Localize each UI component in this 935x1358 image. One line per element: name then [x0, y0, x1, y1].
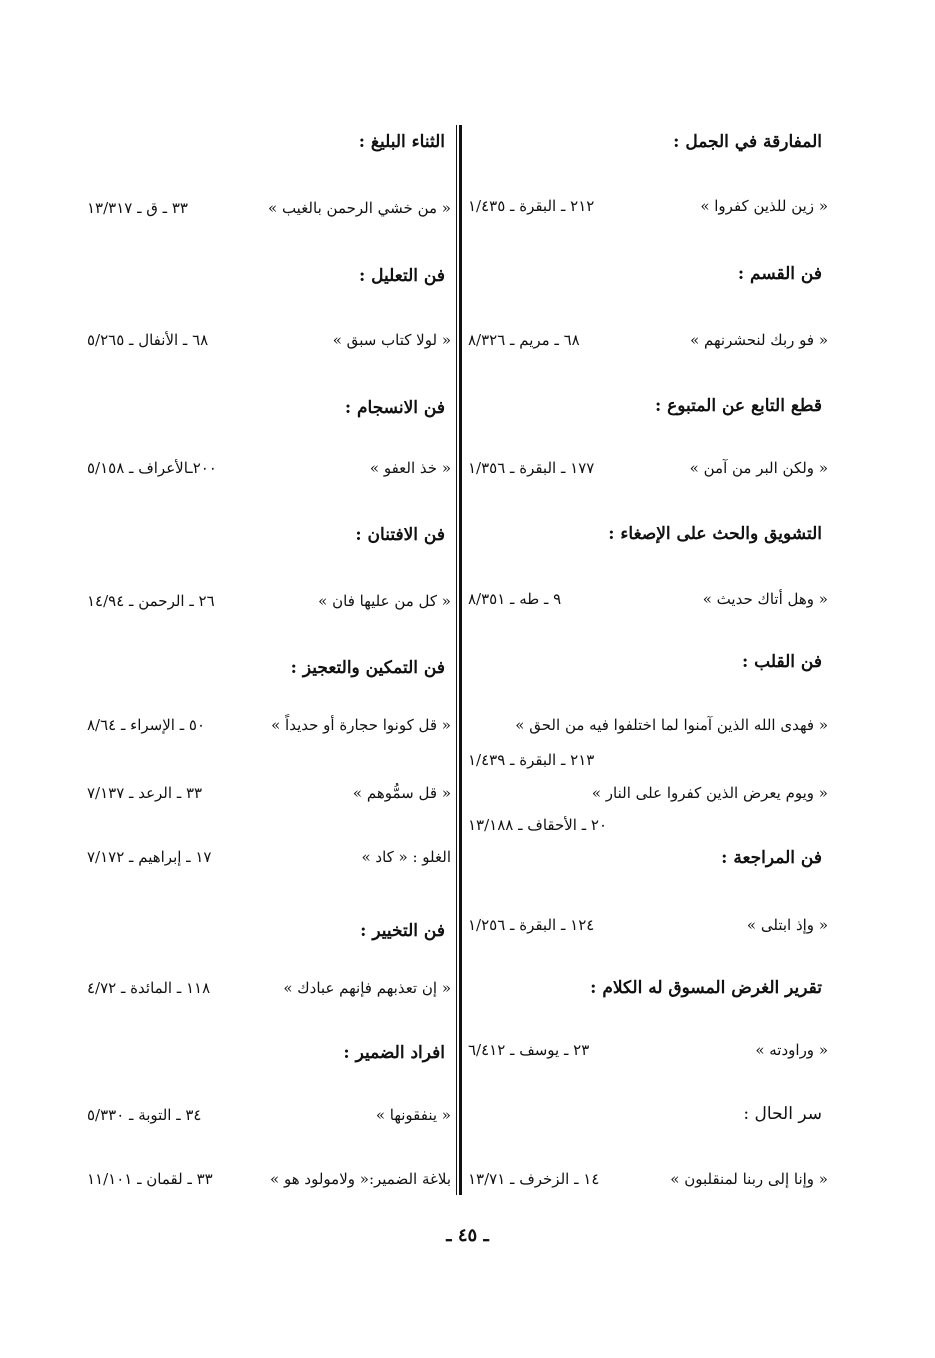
verse-reference: ٢١٣ ـ البقرة ـ ١/٤٣٩ [468, 751, 595, 769]
verse-reference: ٥٠ ـ الإسراء ـ ٨/٦٤ [87, 716, 206, 734]
verse-quote: « وإنا إلى ربنا لمنقلبون » [670, 1170, 828, 1188]
section-heading: فن التعليل : [358, 266, 445, 286]
section-heading: التشويق والحث على الإصغاء : [608, 524, 822, 544]
section-heading: فن التخيير : [360, 921, 445, 941]
section-heading: فن المراجعة : [721, 848, 822, 868]
verse-reference: ٢٣ ـ يوسف ـ ٦/٤١٢ [468, 1041, 590, 1059]
verse-reference: ٢١٢ ـ البقرة ـ ١/٤٣٥ [468, 197, 595, 215]
right-column [462, 0, 842, 1358]
verse-reference: ٢٠٠ـالأعراف ـ ٥/١٥٨ [87, 459, 217, 477]
verse-quote: « كل من عليها فان » [318, 592, 451, 610]
section-heading: تقرير الغرض المسوق له الكلام : [590, 978, 822, 998]
page-number: ـ ٤٥ ـ [446, 1225, 489, 1246]
verse-reference: ١٢٤ ـ البقرة ـ ١/٢٥٦ [468, 916, 595, 934]
section-heading: فن القسم : [737, 264, 822, 284]
verse-quote: « من خشي الرحمن بالغيب » [268, 199, 451, 217]
verse-quote: « فهدى الله الذين آمنوا لما اختلفوا فيه من الحق » [515, 716, 828, 734]
verse-quote: « وإذ ابتلى » [746, 916, 828, 934]
verse-reference: ٦٨ ـ الأنفال ـ ٥/٢٦٥ [87, 331, 209, 349]
verse-reference: ٢٦ ـ الرحمن ـ ١٤/٩٤ [87, 592, 215, 610]
left-column [85, 0, 453, 1358]
verse-reference: ٣٣ ـ ق ـ ١٣/٣١٧ [87, 199, 188, 217]
verse-quote: « ينفقونها » [375, 1106, 451, 1124]
verse-quote: « قل سمُّوهم » [352, 784, 451, 802]
verse-reference: ٣٣ ـ الرعد ـ ٧/١٣٧ [87, 784, 203, 802]
section-heading: فن الافتنان : [355, 525, 445, 545]
verse-reference: ٩ ـ طه ـ ٨/٣٥١ [468, 590, 562, 608]
verse-quote: « فو ربك لنحشرنهم » [690, 331, 828, 349]
section-heading: سر الحال : [743, 1104, 822, 1124]
verse-reference: ١٧ ـ إبراهيم ـ ٧/١٧٢ [87, 848, 212, 866]
verse-reference: ١٧٧ ـ البقرة ـ ١/٣٥٦ [468, 459, 595, 477]
column-divider-thin [456, 125, 457, 1195]
verse-reference: ٦٨ ـ مريم ـ ٨/٣٢٦ [468, 331, 580, 349]
section-heading: الثناء البليغ : [358, 132, 445, 152]
section-heading: فن الانسجام : [344, 398, 445, 418]
verse-quote: « ولكن البر من آمن » [689, 459, 828, 477]
section-heading: المفارقة في الجمل : [673, 132, 822, 152]
section-heading: فن التمكين والتعجيز : [290, 658, 445, 678]
verse-quote: « وراودته » [755, 1041, 828, 1059]
verse-quote: « إن تعذبهم فإنهم عبادك » [283, 979, 451, 997]
verse-quote: « لولا كتاب سبق » [332, 331, 451, 349]
verse-reference: ٣٤ ـ التوبة ـ ٥/٣٣٠ [87, 1106, 202, 1124]
verse-quote: « قل كونوا حجارة أو حديداً » [271, 716, 451, 734]
verse-quote: « خذ العفو » [369, 459, 451, 477]
verse-quote: الغلو : « كاد » [361, 848, 451, 866]
verse-quote: « ويوم يعرض الذين كفروا على النار » [591, 784, 828, 802]
verse-quote: « وهل أتاك حديث » [702, 590, 828, 608]
verse-reference: ١١٨ ـ المائدة ـ ٤/٧٢ [87, 979, 211, 997]
section-heading: قطع التابع عن المتبوع : [654, 396, 822, 416]
verse-reference: ٣٣ ـ لقمان ـ ١١/١٠١ [87, 1170, 213, 1188]
verse-quote: بلاغة الضمير:« ولامولود هو » [270, 1170, 451, 1188]
section-heading: افراد الضمير : [343, 1043, 445, 1063]
verse-quote: « زين للذين كفروا » [700, 197, 828, 215]
verse-reference: ١٤ ـ الزخرف ـ ١٣/٧١ [468, 1170, 600, 1188]
section-heading: فن القلب : [741, 652, 822, 672]
verse-reference: ٢٠ ـ الأحقاف ـ ١٣/١٨٨ [468, 816, 608, 834]
